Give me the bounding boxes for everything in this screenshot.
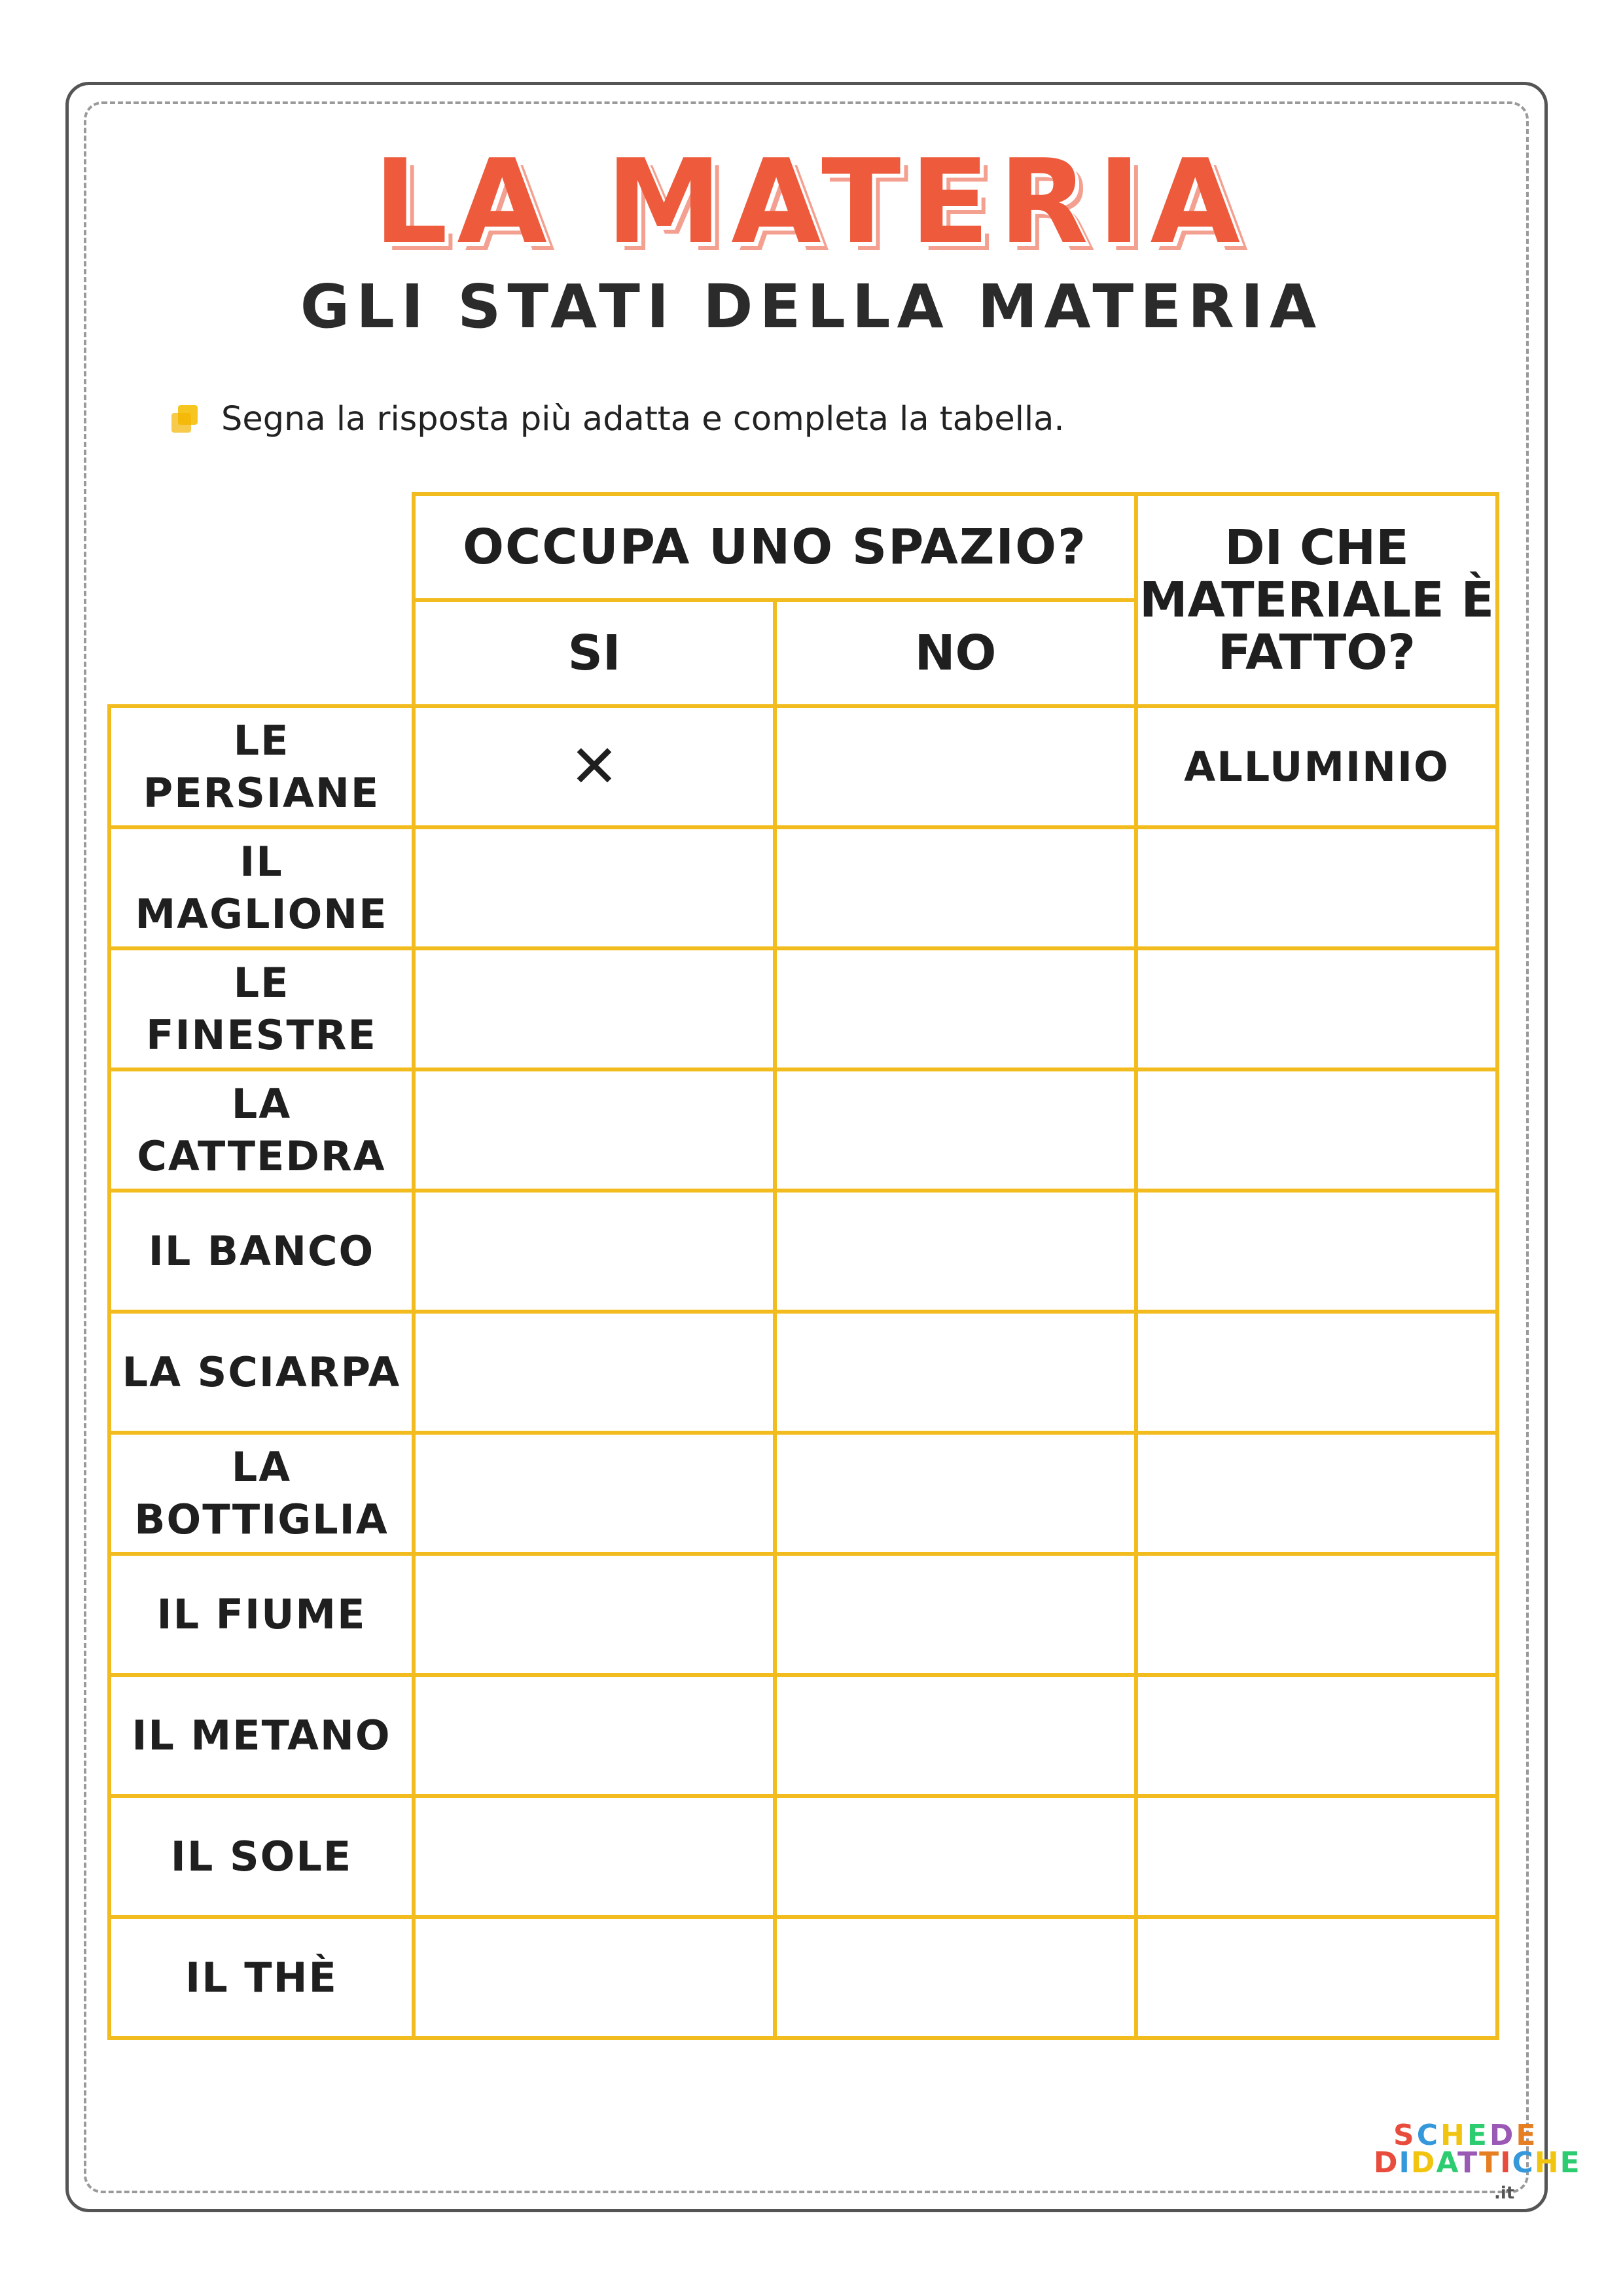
instruction <box>171 393 1065 445</box>
answer-no-cell[interactable] <box>775 1675 1136 1796</box>
row-label: LA BOTTIGLIA <box>109 1433 414 1554</box>
answer-no-cell[interactable] <box>775 1796 1136 1917</box>
row-label: IL METANO <box>109 1675 414 1796</box>
table-row <box>109 706 1497 827</box>
table-row <box>109 827 1497 948</box>
answer-materiale-cell[interactable] <box>1136 1312 1497 1433</box>
answer-si-cell[interactable] <box>414 1675 775 1796</box>
answer-no-cell[interactable] <box>775 1312 1136 1433</box>
answer-si-cell[interactable] <box>414 948 775 1069</box>
header-no: NO <box>775 600 1136 706</box>
header-occupa: OCCUPA UNO SPAZIO? <box>414 494 1136 600</box>
answer-materiale-cell[interactable] <box>1136 948 1497 1069</box>
table-row <box>109 1917 1497 2038</box>
answer-si-cell[interactable] <box>414 1796 775 1917</box>
answer-materiale-cell[interactable]: ALLUMINIO <box>1136 706 1497 827</box>
table-row <box>109 1191 1497 1312</box>
row-label: IL FIUME <box>109 1554 414 1675</box>
table-row <box>109 1312 1497 1433</box>
answer-materiale-cell[interactable] <box>1136 1917 1497 2038</box>
answer-materiale-cell[interactable] <box>1136 1191 1497 1312</box>
row-label: LE FINESTRE <box>109 948 414 1069</box>
answer-no-cell[interactable] <box>775 1069 1136 1191</box>
answer-materiale-cell[interactable] <box>1136 1069 1497 1191</box>
note-icon <box>171 405 199 433</box>
answer-materiale-cell[interactable] <box>1136 1554 1497 1675</box>
answer-si-cell[interactable] <box>414 1554 775 1675</box>
answer-materiale-cell[interactable] <box>1136 1796 1497 1917</box>
table-row <box>109 1433 1497 1554</box>
row-label: IL SOLE <box>109 1796 414 1917</box>
answer-si-cell[interactable] <box>414 1191 775 1312</box>
answer-no-cell[interactable] <box>775 948 1136 1069</box>
answer-no-cell[interactable] <box>775 706 1136 827</box>
schede-didattiche-logo <box>1364 2119 1581 2206</box>
header-materiale: DI CHE MATERIALE È FATTO? <box>1136 494 1497 706</box>
page-title: LA MATERIA <box>373 134 1250 270</box>
table-row <box>109 1069 1497 1191</box>
logo-line1: SCHEDE <box>1393 2119 1539 2152</box>
table-row <box>109 948 1497 1069</box>
answer-si-cell[interactable]: ✕ <box>414 706 775 827</box>
table-corner <box>109 494 414 706</box>
row-label: IL BANCO <box>109 1191 414 1312</box>
header-si: SI <box>414 600 775 706</box>
answer-si-cell[interactable] <box>414 1069 775 1191</box>
worksheet-table <box>107 492 1499 2040</box>
table-body <box>109 706 1497 2038</box>
answer-materiale-cell[interactable] <box>1136 1433 1497 1554</box>
answer-no-cell[interactable] <box>775 1433 1136 1554</box>
table-row <box>109 1796 1497 1917</box>
answer-no-cell[interactable] <box>775 1917 1136 2038</box>
answer-si-cell[interactable] <box>414 1917 775 2038</box>
answer-no-cell[interactable] <box>775 1554 1136 1675</box>
row-label: LA CATTEDRA <box>109 1069 414 1191</box>
row-label: IL MAGLIONE <box>109 827 414 948</box>
logo-line3: .it <box>1494 2183 1515 2203</box>
table-row <box>109 1675 1497 1796</box>
answer-materiale-cell[interactable] <box>1136 1675 1497 1796</box>
logo-line2: DIDATTICHE <box>1374 2146 1581 2179</box>
answer-si-cell[interactable] <box>414 827 775 948</box>
table-row <box>109 1554 1497 1675</box>
row-label: LE PERSIANE <box>109 706 414 827</box>
answer-no-cell[interactable] <box>775 1191 1136 1312</box>
row-label: IL THÈ <box>109 1917 414 2038</box>
row-label: LA SCIARPA <box>109 1312 414 1433</box>
answer-si-cell[interactable] <box>414 1312 775 1433</box>
answer-si-cell[interactable] <box>414 1433 775 1554</box>
answer-no-cell[interactable] <box>775 827 1136 948</box>
instruction-text: Segna la risposta più adatta e completa la tabella. <box>221 399 1065 439</box>
page-subtitle: GLI STATI DELLA MATERIA <box>300 272 1323 342</box>
answer-materiale-cell[interactable] <box>1136 827 1497 948</box>
